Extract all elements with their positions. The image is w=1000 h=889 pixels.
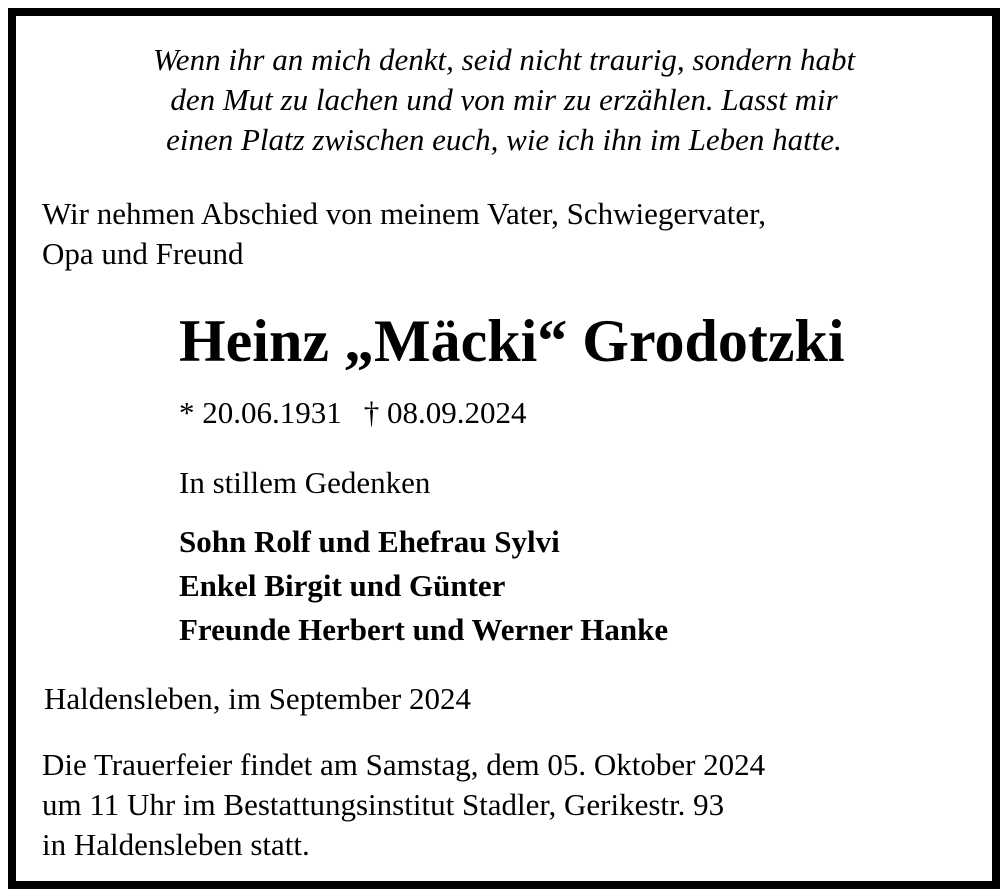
life-dates bbox=[179, 393, 527, 433]
obituary-frame bbox=[8, 8, 1000, 889]
death-date: † 08.09.2024 bbox=[363, 395, 527, 430]
quote-line: Wenn ihr an mich denkt, seid nicht traurig, sondern habt bbox=[152, 42, 856, 77]
mourner-entry: Enkel Birgit und Günter bbox=[179, 568, 506, 603]
intro-line: Opa und Freund bbox=[42, 236, 244, 271]
service-line: um 11 Uhr im Bestattungsinstitut Stadler, Gerikestr. 93 bbox=[42, 787, 725, 822]
mourner-entry: Freunde Herbert und Werner Hanke bbox=[179, 612, 669, 647]
funeral-service-info bbox=[42, 745, 765, 865]
mourners-list bbox=[179, 520, 668, 652]
quote-line: den Mut zu lachen und von mir zu erzählen. Lasst mir bbox=[170, 82, 838, 117]
quote-line: einen Platz zwischen euch, wie ich ihn im Leben hatte. bbox=[166, 122, 842, 157]
service-line: in Haldensleben statt. bbox=[42, 827, 310, 862]
intro-line: Wir nehmen Abschied von meinem Vater, Schwiegervater, bbox=[42, 196, 766, 231]
mourner-entry: Sohn Rolf und Ehefrau Sylvi bbox=[179, 524, 560, 559]
deceased-name: Heinz „Mäcki“ Grodotzki bbox=[179, 308, 845, 374]
farewell-intro bbox=[42, 194, 766, 274]
place-and-date: Haldensleben, im September 2024 bbox=[44, 681, 472, 716]
birth-date: * 20.06.1931 bbox=[179, 395, 342, 430]
service-line: Die Trauerfeier findet am Samstag, dem 05. Oktober 2024 bbox=[42, 747, 766, 782]
memory-text: In stillem Gedenken bbox=[179, 465, 431, 500]
memorial-quote bbox=[16, 40, 992, 160]
